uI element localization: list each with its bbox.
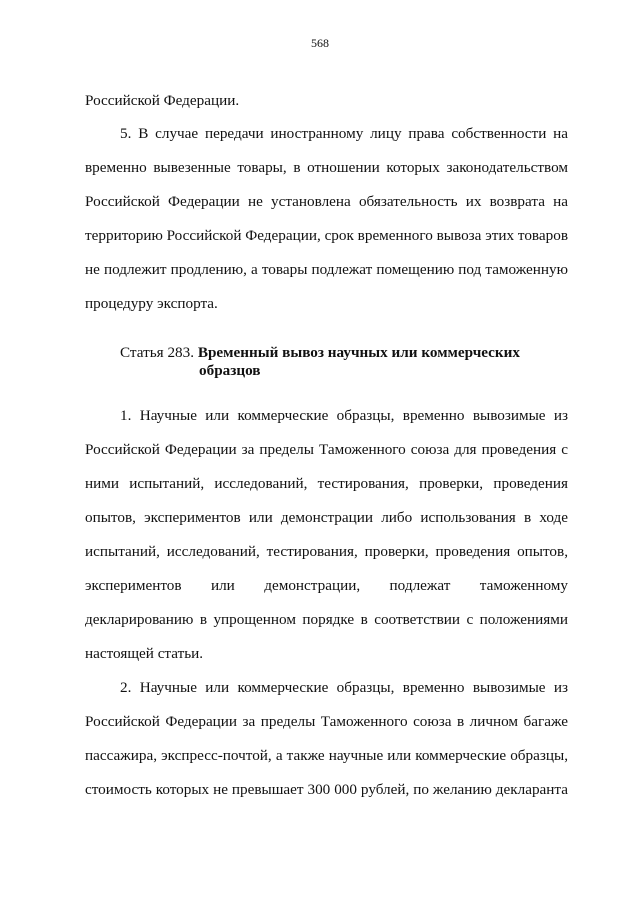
text-line: экспериментов или демонстрации, подлежат таможенному bbox=[85, 577, 568, 594]
text-line: ними испытаний, исследований, тестирования, проверки, проведения bbox=[85, 475, 568, 492]
text-line: Российской Федерации за пределы Таможенного союза в личном багаже bbox=[85, 713, 568, 730]
text-line: процедуру экспорта. bbox=[85, 295, 218, 312]
article-label: Статья 283. bbox=[120, 344, 195, 361]
text-line: Российской Федерации не установлена обязательность их возврата на bbox=[85, 193, 568, 210]
article-title: Временный вывоз научных или коммерческих bbox=[197, 344, 521, 361]
text-line: опытов, экспериментов или демонстрации либо использования в ходе bbox=[85, 509, 568, 526]
text-line: 2. Научные или коммерческие образцы, временно вывозимые из bbox=[120, 679, 568, 696]
text-line: 5. В случае передачи иностранному лицу права собственности на bbox=[120, 125, 568, 142]
text-line: испытаний, исследований, тестирования, проверки, проведения опытов, bbox=[85, 543, 568, 560]
text-line: стоимость которых не превышает 300 000 рублей, по желанию декларанта bbox=[85, 781, 568, 798]
page-number: 568 bbox=[311, 36, 329, 50]
article-heading bbox=[120, 344, 560, 380]
text-line: территорию Российской Федерации, срок временного вывоза этих товаров bbox=[85, 227, 568, 244]
text-line: Российской Федерации. bbox=[85, 92, 240, 109]
text-line: декларированию в упрощенном порядке в соответствии с положениями bbox=[85, 611, 568, 628]
text-line: настоящей статьи. bbox=[85, 645, 204, 662]
text-line: пассажира, экспресс-почтой, а также научные или коммерческие образцы, bbox=[85, 747, 568, 764]
text-line: Российской Федерации за пределы Таможенного союза для проведения с bbox=[85, 441, 568, 458]
text-line: не подлежит продлению, а товары подлежат помещению под таможенную bbox=[85, 261, 568, 278]
text-line: 1. Научные или коммерческие образцы, временно вывозимые из bbox=[120, 407, 568, 424]
text-line: временно вывезенные товары, в отношении которых законодательством bbox=[85, 159, 568, 176]
article-title-continued: образцов bbox=[199, 362, 261, 379]
